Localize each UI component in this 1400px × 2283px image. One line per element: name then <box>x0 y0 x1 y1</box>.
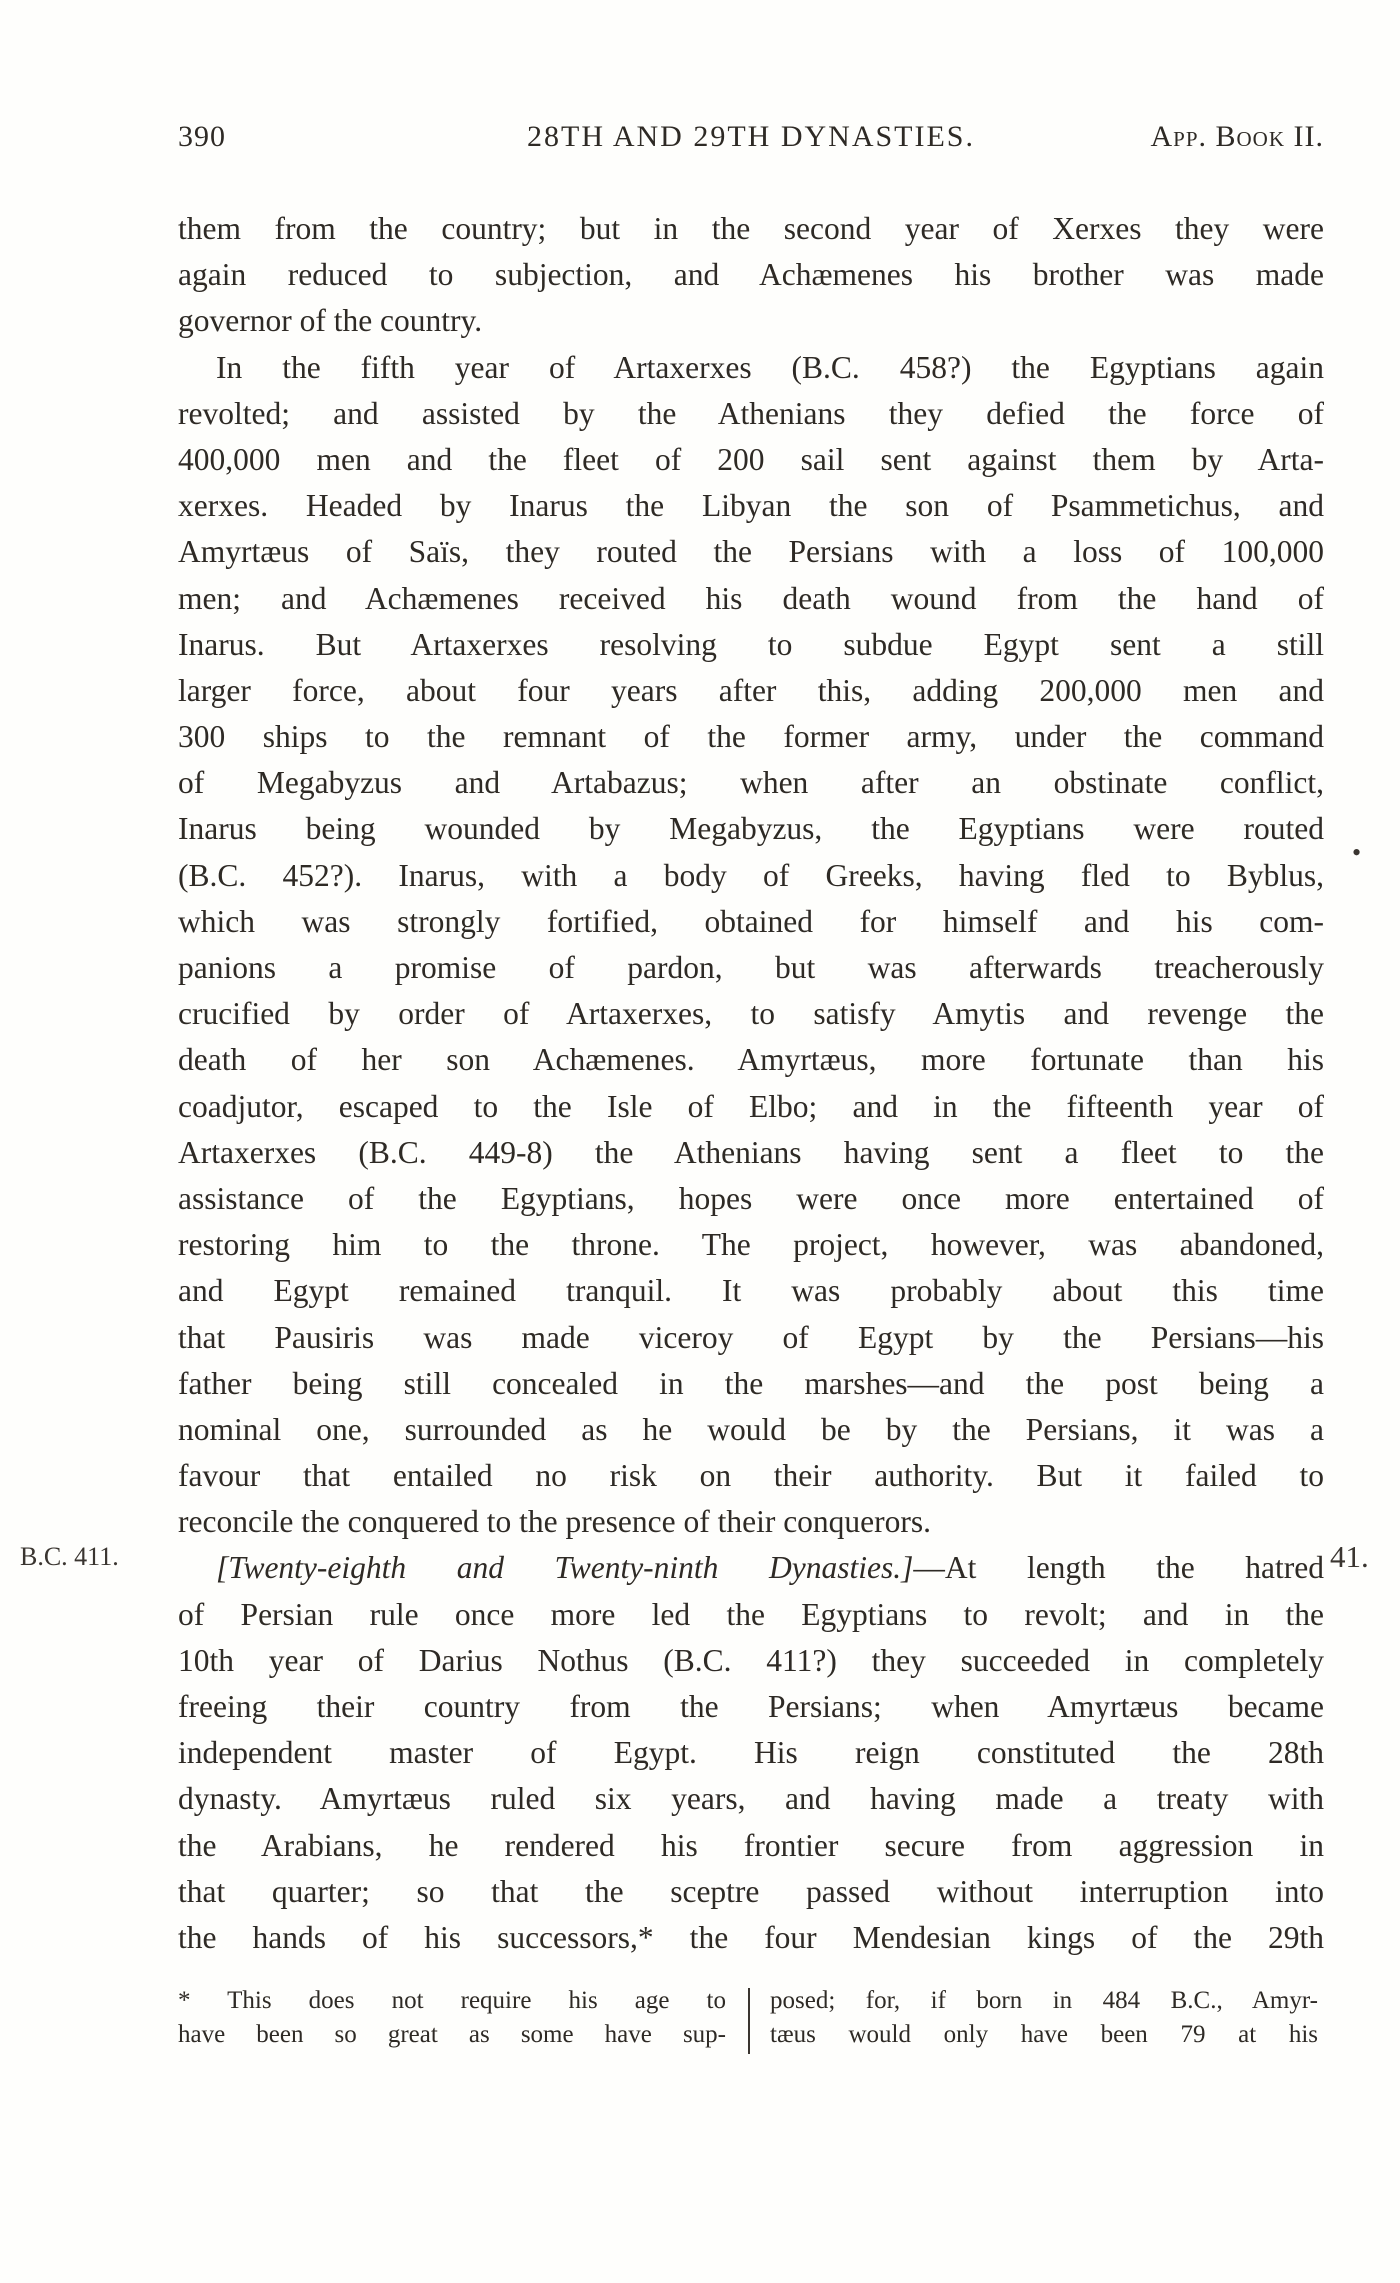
text-line: that quarter; so that the sceptre passed without interruption into <box>178 1873 1324 1909</box>
text-line: independent master of Egypt. His reign constituted the 28th <box>178 1735 1324 1771</box>
text-line: that Pausiris was made viceroy of Egypt by the Persians—his <box>178 1319 1324 1355</box>
text-line: reconcile the conquered to the presence of their conquerors. <box>178 1504 932 1540</box>
footnote-line: have been so great as some have sup- <box>178 2021 726 2048</box>
footnote-line: posed; for, if born in 484 B.C., Amyr- <box>770 1987 1318 2014</box>
section-start-line <box>178 1545 1324 1591</box>
text-line: 300 ships to the remnant of the former army, under the command <box>178 719 1324 755</box>
text-line: In the fifth year of Artaxerxes (B.C. 458?) the Egyptians again <box>216 349 1324 385</box>
text-line: favour that entailed no risk on their authority. But it failed to <box>178 1458 1324 1494</box>
text-line: Artaxerxes (B.C. 449-8) the Athenians having sent a fleet to the <box>178 1134 1324 1170</box>
text-line: restoring him to the throne. The project, however, was abandoned, <box>178 1227 1324 1263</box>
text-line: xerxes. Headed by Inarus the Libyan the son of Psammetichus, and <box>178 488 1324 524</box>
text-line: which was strongly fortified, obtained for himself and his com- <box>178 903 1324 939</box>
footnote-line: tæus would only have been 79 at his <box>770 2021 1318 2048</box>
footnote-line: * This does not require his age to <box>178 1987 726 2014</box>
text-line: freeing their country from the Persians; when Amyrtæus became <box>178 1689 1324 1724</box>
footnote-column-left <box>178 1984 726 2052</box>
margin-number-note: 41. <box>1330 1539 1369 1574</box>
text-line: them from the country; but in the second year of Xerxes they were <box>178 211 1324 246</box>
running-title: 28TH AND 29TH DYNASTIES. <box>527 120 975 153</box>
page-number: 390 <box>178 120 226 153</box>
text-line: the hands of his successors,* the four Mendesian kings of the 29th <box>178 1919 1324 1955</box>
section-heading: [Twenty-eighth and Twenty-ninth Dynasties.] <box>216 1550 914 1586</box>
text-line: coadjutor, escaped to the Isle of Elbo; and in the fifteenth year of <box>178 1088 1324 1124</box>
margin-dot-mark: • <box>1352 838 1362 867</box>
text-line: death of her son Achæmenes. Amyrtæus, more fortunate than his <box>178 1042 1324 1078</box>
footnote-column-divider <box>748 1988 750 2054</box>
body-text <box>178 206 1324 1961</box>
text-line: dynasty. Amyrtæus ruled six years, and having made a treaty with <box>178 1781 1324 1817</box>
text-line: 400,000 men and the fleet of 200 sail sent against them by Arta- <box>178 441 1324 477</box>
text-line: father being still concealed in the marshes—and the post being a <box>178 1365 1324 1401</box>
text-line: crucified by order of Artaxerxes, to satisfy Amytis and revenge the <box>178 996 1324 1032</box>
text-line: Inarus being wounded by Megabyzus, the Egyptians were routed <box>178 811 1324 847</box>
margin-date-note: B.C. 411. <box>20 1542 119 1571</box>
text-line: the Arabians, he rendered his frontier secure from aggression in <box>178 1827 1324 1863</box>
text-line: of Megabyzus and Artabazus; when after an obstinate conflict, <box>178 765 1324 801</box>
text-line: governor of the country. <box>178 303 483 339</box>
text-line: Amyrtæus of Saïs, they routed the Persians with a loss of 100,000 <box>178 534 1324 570</box>
text-line: larger force, about four years after this, adding 200,000 men and <box>178 672 1324 708</box>
text-line: revolted; and assisted by the Athenians they defied the force of <box>178 395 1324 431</box>
text-line: of Persian rule once more led the Egyptians to revolt; and in the <box>178 1596 1324 1632</box>
text-line: panions a promise of pardon, but was afterwards treacherously <box>178 950 1324 985</box>
page-header <box>178 120 1324 166</box>
text-line: men; and Achæmenes received his death wound from the hand of <box>178 580 1324 616</box>
text-line: again reduced to subjection, and Achæmenes his brother was made <box>178 257 1324 293</box>
section-reference: App. Book II. <box>1150 120 1324 153</box>
footnote-column-right <box>770 1984 1318 2052</box>
text-line: and Egypt remained tranquil. It was probably about this time <box>178 1273 1324 1309</box>
section-start-text: —At length the hatred <box>913 1550 1325 1586</box>
text-line: (B.C. 452?). Inarus, with a body of Greeks, having fled to Byblus, <box>178 857 1324 893</box>
text-line: assistance of the Egyptians, hopes were once more entertained of <box>178 1180 1324 1216</box>
text-line: nominal one, surrounded as he would be by the Persians, it was a <box>178 1411 1324 1447</box>
text-line: 10th year of Darius Nothus (B.C. 411?) they succeeded in completely <box>178 1642 1324 1678</box>
text-line: Inarus. But Artaxerxes resolving to subdue Egypt sent a still <box>178 626 1324 662</box>
